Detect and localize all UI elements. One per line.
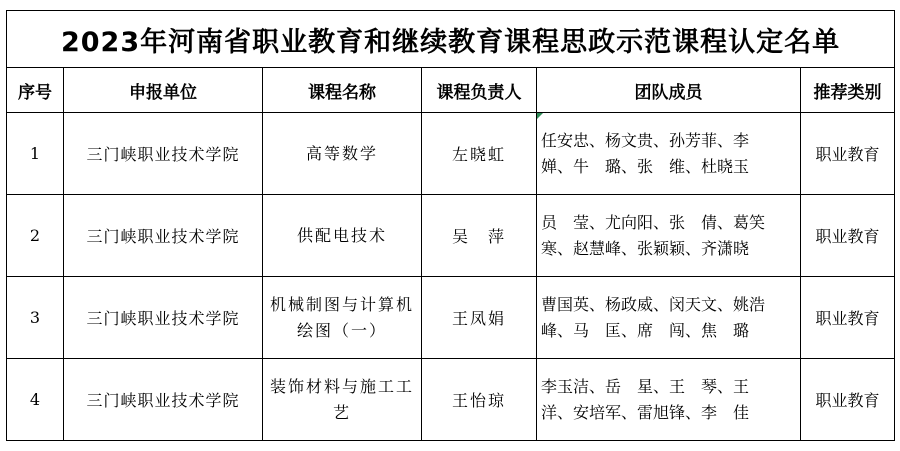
header-category[interactable]: 推荐类别	[801, 68, 895, 113]
cell-leader[interactable]: 王怡琼	[422, 359, 537, 441]
cell-team[interactable]	[537, 113, 801, 195]
cell-course[interactable]: 机械制图与计算机绘图（一）	[263, 277, 422, 359]
header-team[interactable]: 团队成员	[537, 68, 801, 113]
cell-course[interactable]: 装饰材料与施工工艺	[263, 359, 422, 441]
header-unit[interactable]: 申报单位	[64, 68, 263, 113]
cell-seq[interactable]: 4	[7, 359, 64, 441]
table-row	[7, 195, 895, 277]
cell-seq[interactable]: 2	[7, 195, 64, 277]
cell-team[interactable]	[537, 359, 801, 441]
cell-seq[interactable]: 3	[7, 277, 64, 359]
cell-team[interactable]	[537, 277, 801, 359]
comment-marker-icon	[537, 113, 543, 119]
table-title[interactable]: 2023年河南省职业教育和继续教育课程思政示范课程认定名单	[7, 11, 895, 68]
cell-category[interactable]: 职业教育	[801, 195, 895, 277]
team-members-text: 李玉洁、岳 星、王 琴、王 洋、安培军、雷旭锋、李 佳	[541, 376, 766, 422]
table-row	[7, 359, 895, 441]
cell-category[interactable]: 职业教育	[801, 359, 895, 441]
table-row	[7, 277, 895, 359]
cell-leader[interactable]: 王凤娟	[422, 277, 537, 359]
course-list-table	[6, 10, 895, 441]
cell-category[interactable]: 职业教育	[801, 113, 895, 195]
team-members-text: 曹国英、杨政威、闵天文、姚浩峰、马 匡、席 闯、焦 璐	[541, 294, 766, 340]
table-row	[7, 113, 895, 195]
cell-team[interactable]	[537, 195, 801, 277]
cell-course[interactable]: 供配电技术	[263, 195, 422, 277]
team-members-text: 任安忠、杨文贵、孙芳菲、李 婵、牛 璐、张 维、杜晓玉	[541, 130, 766, 176]
header-seq[interactable]: 序号	[7, 68, 64, 113]
cell-course[interactable]: 高等数学	[263, 113, 422, 195]
cell-unit[interactable]: 三门峡职业技术学院	[64, 113, 263, 195]
cell-unit[interactable]: 三门峡职业技术学院	[64, 277, 263, 359]
title-row	[7, 11, 895, 68]
cell-seq[interactable]: 1	[7, 113, 64, 195]
cell-leader[interactable]: 左晓虹	[422, 113, 537, 195]
cell-leader[interactable]: 吴 萍	[422, 195, 537, 277]
cell-unit[interactable]: 三门峡职业技术学院	[64, 359, 263, 441]
cell-category[interactable]: 职业教育	[801, 277, 895, 359]
team-members-text: 员 莹、尤向阳、张 倩、葛笑寒、赵慧峰、张颖颖、齐潇晓	[541, 212, 766, 258]
header-leader[interactable]: 课程负责人	[422, 68, 537, 113]
header-row	[7, 68, 895, 113]
header-course[interactable]: 课程名称	[263, 68, 422, 113]
cell-unit[interactable]: 三门峡职业技术学院	[64, 195, 263, 277]
